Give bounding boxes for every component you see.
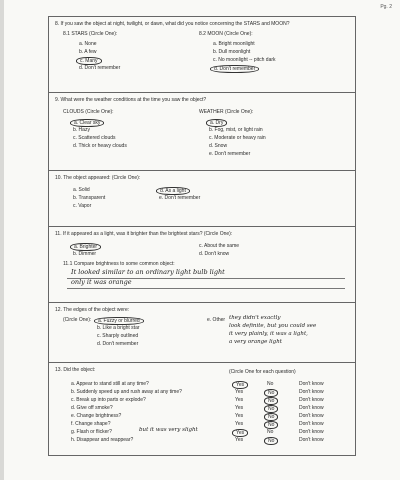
brightness-option-c: c. About the same — [199, 243, 240, 249]
compare-handwriting-line-2: only it was orange — [71, 278, 132, 286]
answer-no-d: No — [264, 405, 278, 413]
question-11 — [49, 227, 355, 303]
edges-handwriting-line-2: look definite, but you could see — [229, 323, 317, 329]
edges-option-c: c. Sharply outlined — [97, 333, 139, 339]
appeared-option-d: d. As a light — [156, 187, 190, 195]
edges-handwriting-line-4: a very orange light — [229, 339, 282, 345]
motion-question-h: h. Disappear and reappear? — [71, 437, 134, 443]
clouds-option-b: b. Hazy — [73, 127, 90, 133]
moon-option-a: a. Bright moonlight — [213, 41, 255, 47]
answer-dk-e: Don't know — [299, 413, 324, 419]
answer-rule — [67, 288, 345, 289]
edges-option-d: d. Don't remember — [97, 341, 139, 347]
moon-option-b: b. Dull moonlight — [213, 49, 251, 55]
stars-option-b: b. A few — [79, 49, 97, 55]
answer-dk-h: Don't know — [299, 437, 324, 443]
answer-yes-h: Yes — [235, 437, 244, 443]
answer-dk-a: Don't know — [299, 381, 324, 387]
weather-option-b: b. Fog, mist, or light rain — [209, 127, 263, 133]
moon-title: 8.2 MOON (Circle One): — [199, 31, 253, 37]
answer-yes-b: Yes — [235, 389, 244, 395]
weather-title: WEATHER (Circle One): — [199, 109, 254, 115]
question-10-title: 10. The object appeared: (Circle One): — [55, 175, 141, 181]
moon-option-c: c. No moonlight -- pitch dark — [213, 57, 276, 63]
answer-no-a: No — [267, 381, 274, 387]
question-12 — [49, 303, 355, 363]
answer-dk-b: Don't know — [299, 389, 324, 395]
weather-option-d: d. Snow — [209, 143, 228, 149]
answer-dk-c: Don't know — [299, 397, 324, 403]
answer-no-e: No — [264, 413, 278, 421]
motion-question-c: c. Break up into parts or explode? — [71, 397, 146, 403]
answer-no-g: No — [267, 429, 274, 435]
brightness-option-a: a. Brighter — [70, 243, 101, 251]
motion-question-b: b. Suddenly speed up and rush away at any time? — [71, 389, 182, 395]
compare-brightness-title: 11.1 Compare brightness to some common object: — [63, 261, 175, 267]
appeared-option-e: e. Don't remember — [159, 195, 201, 201]
answer-instruction: (Circle One for each question) — [229, 369, 296, 375]
appeared-option-b: b. Transparent — [73, 195, 106, 201]
answer-no-b: No — [264, 389, 278, 397]
moon-option-d: d. Don't remember — [210, 65, 259, 73]
stars-option-d: d. Don't remember — [79, 65, 121, 71]
question-11-title: 11. If it appeared as a light, was it brighter than the brightest stars? (Circle One): — [55, 231, 233, 237]
question-8 — [49, 17, 355, 93]
answer-dk-f: Don't know — [299, 421, 324, 427]
answer-no-c: No — [264, 397, 278, 405]
motion-question-a: a. Appear to stand still at any time? — [71, 381, 149, 387]
edges-option-e: e. Other — [207, 317, 226, 323]
answer-yes-d: Yes — [235, 405, 244, 411]
answer-yes-a: Yes — [232, 381, 248, 389]
clouds-title: CLOUDS (Circle One): — [63, 109, 114, 115]
edges-option-b: b. Like a bright star — [97, 325, 140, 331]
question-13 — [49, 363, 355, 455]
question-8-title: 8. If you saw the object at night, twilight, or dawn, what did you notice concerning the STARS and MOON? — [55, 21, 290, 27]
answer-yes-f: Yes — [235, 421, 244, 427]
questionnaire-form — [48, 16, 356, 456]
answer-yes-g: Yes — [232, 429, 248, 437]
weather-option-a: a. Dry — [206, 119, 227, 127]
flicker-handwriting: but it was very slight — [139, 427, 198, 433]
question-12-title: 12. The edges of the object were: — [55, 307, 130, 313]
appeared-option-a: a. Solid — [73, 187, 90, 193]
answer-yes-e: Yes — [235, 413, 244, 419]
question-10 — [49, 171, 355, 227]
answer-no-h: No — [264, 437, 278, 445]
motion-question-f: f. Change shape? — [71, 421, 111, 427]
appeared-option-c: c. Vapor — [73, 203, 92, 209]
edges-handwriting-line-1: they didn't exactly — [229, 315, 281, 321]
question-9 — [49, 93, 355, 171]
stars-option-c: c. Many — [76, 57, 102, 65]
motion-question-g: g. Flash or flicker? — [71, 429, 112, 435]
clouds-option-d: d. Thick or heavy clouds — [73, 143, 127, 149]
brightness-option-d: d. Don't know — [199, 251, 230, 257]
answer-dk-d: Don't know — [299, 405, 324, 411]
question-13-title: 13. Did the object: — [55, 367, 96, 373]
clouds-option-c: c. Scattered clouds — [73, 135, 116, 141]
stars-title: 8.1 STARS (Circle One): — [63, 31, 118, 37]
weather-option-e: e. Don't remember — [209, 151, 251, 157]
clouds-option-a: a. Clear sky — [70, 119, 104, 127]
answer-yes-c: Yes — [235, 397, 244, 403]
edges-option-a: a. Fuzzy or blurred — [94, 317, 144, 325]
circle-one-label: (Circle One): — [63, 317, 92, 323]
edges-handwriting-line-3: it very plainly, it was a light, — [229, 331, 308, 337]
motion-question-e: e. Change brightness? — [71, 413, 122, 419]
scan-edge — [0, 0, 4, 480]
question-9-title: 9. What were the weather conditions at the time you saw the object? — [55, 97, 207, 103]
answer-no-f: No — [264, 421, 278, 429]
compare-handwriting-line-1: It looked similar to an ordinary light bulb light — [71, 268, 225, 276]
page-number: Pg. 2 — [380, 4, 392, 10]
brightness-option-b: b. Dimmer — [73, 251, 97, 257]
weather-option-c: c. Moderate or heavy rain — [209, 135, 266, 141]
answer-dk-g: Don't know — [299, 429, 324, 435]
stars-option-a: a. None — [79, 41, 97, 47]
motion-question-d: d. Give off smoke? — [71, 405, 113, 411]
